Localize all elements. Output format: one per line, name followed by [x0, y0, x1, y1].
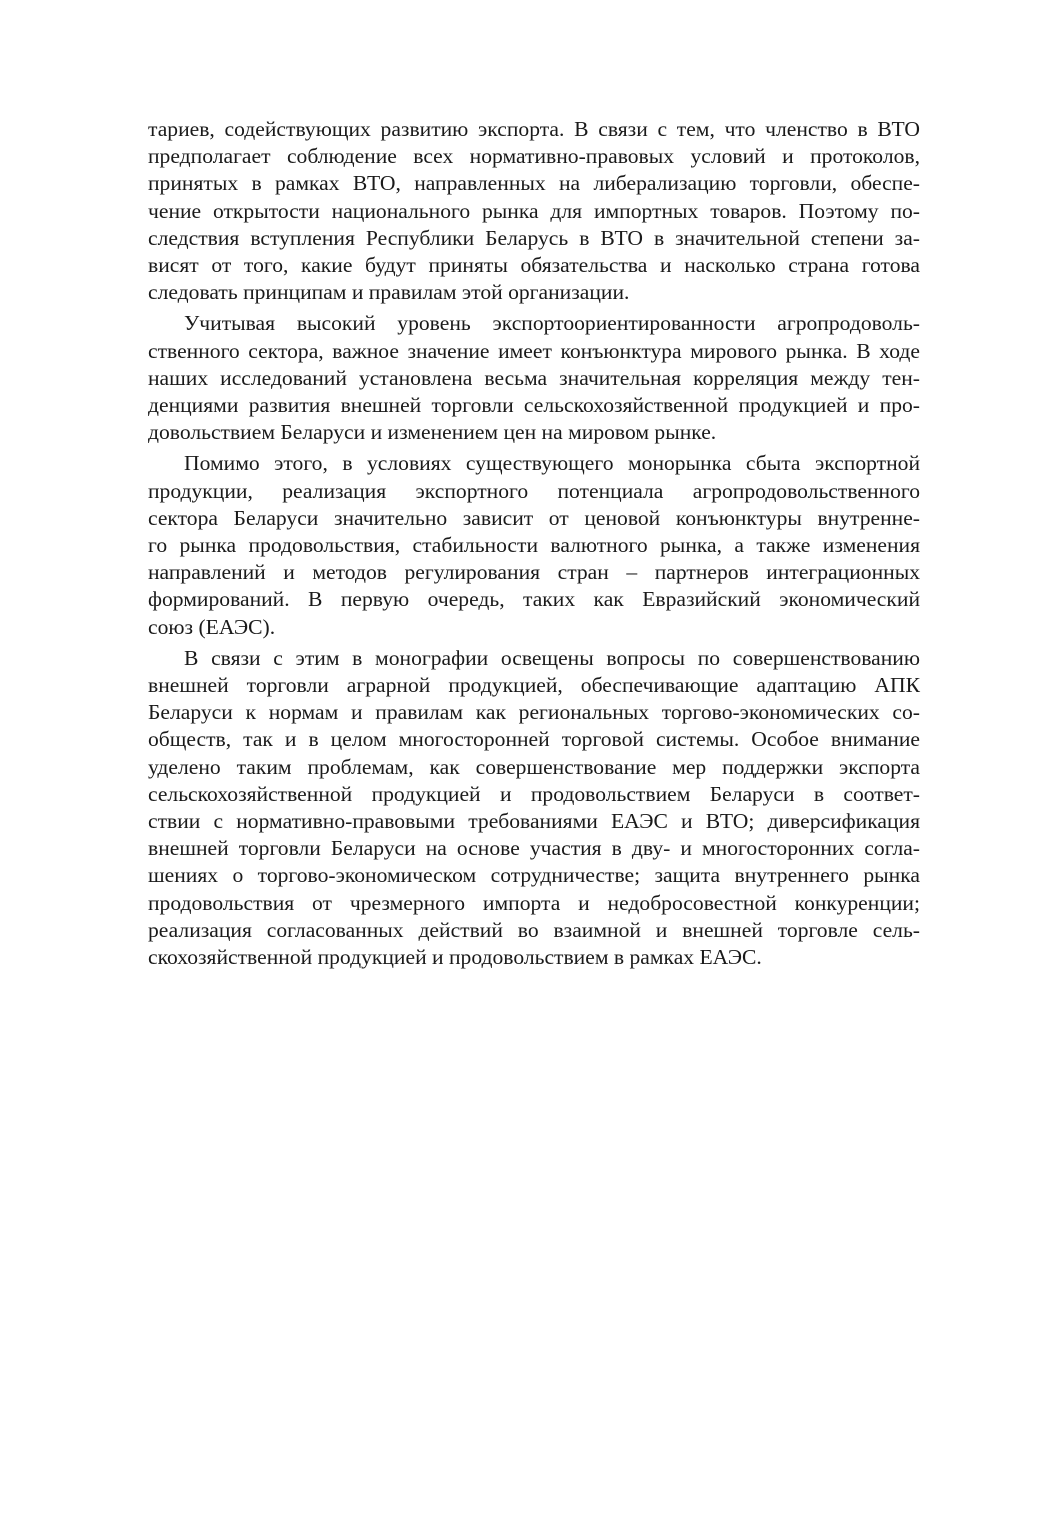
text-line: союз (ЕАЭС).	[148, 614, 276, 639]
text-line: довольствием Беларуси и изменением цен на мировом рынке.	[148, 420, 717, 445]
text-line: сектора Беларуси значительно зависит от ценовой конъюнктуры внутренне-	[148, 505, 920, 530]
text-line: уделено таким проблемам, как совершенствование мер поддержки экспорта	[148, 754, 920, 779]
text-line: Беларуси к нормам и правилам как региональных торгово-экономических со-	[148, 700, 920, 725]
text-line: В связи с этим в монографии освещены вопросы по совершенствованию	[184, 645, 920, 670]
text-line: наших исследований установлена весьма значительная корреляция между тен-	[148, 365, 920, 390]
text-line: ственного сектора, важное значение имеет конъюнктура мирового рынка. В ходе	[148, 338, 920, 363]
text-line: скохозяйственной продукцией и продовольствием в рамках ЕАЭС.	[148, 945, 762, 970]
text-line: тариев, содействующих развитию экспорта. В связи с тем, что членство в ВТО	[148, 117, 920, 141]
text-line: следовать принципам и правилам этой организации.	[148, 280, 630, 305]
text-line: го рынка продовольствия, стабильности валютного рынка, а также изменения	[148, 533, 920, 558]
text-line: внешней торговли аграрной продукцией, обеспечивающие адаптацию АПК	[148, 673, 920, 698]
body-text	[148, 116, 920, 975]
paragraph-1	[148, 116, 920, 306]
text-line: шениях о торгово-экономическом сотрудничестве; защита внутреннего рынка	[148, 863, 920, 888]
paragraph-2	[148, 310, 920, 446]
paragraph-4	[148, 645, 920, 971]
text-line: направлений и методов регулирования стран – партнеров интеграционных	[148, 560, 920, 585]
text-line: продукции, реализация экспортного потенциала агропродовольственного	[148, 478, 920, 503]
text-line: формирований. В первую очередь, таких как Евразийский экономический	[148, 587, 920, 612]
text-line: висят от того, какие будут приняты обязательства и насколько страна готова	[148, 253, 920, 278]
text-line: предполагает соблюдение всех нормативно-правовых условий и протоколов,	[148, 144, 920, 169]
text-line: продовольствия от чрезмерного импорта и недобросовестной конкуренции;	[148, 890, 920, 915]
text-line: ствии с нормативно-правовыми требованиями ЕАЭС и ВТО; диверсификация	[148, 809, 920, 834]
text-line: реализация согласованных действий во взаимной и внешней торговле сель-	[148, 917, 920, 942]
text-line: принятых в рамках ВТО, направленных на либерализацию торговли, обеспе-	[148, 171, 920, 196]
paragraph-3	[148, 450, 920, 640]
text-line: чение открытости национального рынка для импортных товаров. Поэтому по-	[148, 198, 920, 223]
text-line: следствия вступления Республики Беларусь в ВТО в значительной степени за-	[148, 225, 920, 250]
text-line: сельскохозяйственной продукцией и продовольствием Беларуси в соответ-	[148, 781, 920, 806]
text-line: внешней торговли Беларуси на основе участия в дву- и многосторонних согла-	[148, 836, 920, 861]
text-line: Учитывая высокий уровень экспортоориентированности агропродоволь-	[184, 311, 920, 336]
text-line: Помимо этого, в условиях существующего монорынка сбыта экспортной	[184, 451, 920, 476]
text-line: обществ, так и в целом многосторонней торговой системы. Особое внимание	[148, 727, 920, 752]
text-line: денциями развития внешней торговли сельскохозяйственной продукцией и про-	[148, 393, 920, 418]
